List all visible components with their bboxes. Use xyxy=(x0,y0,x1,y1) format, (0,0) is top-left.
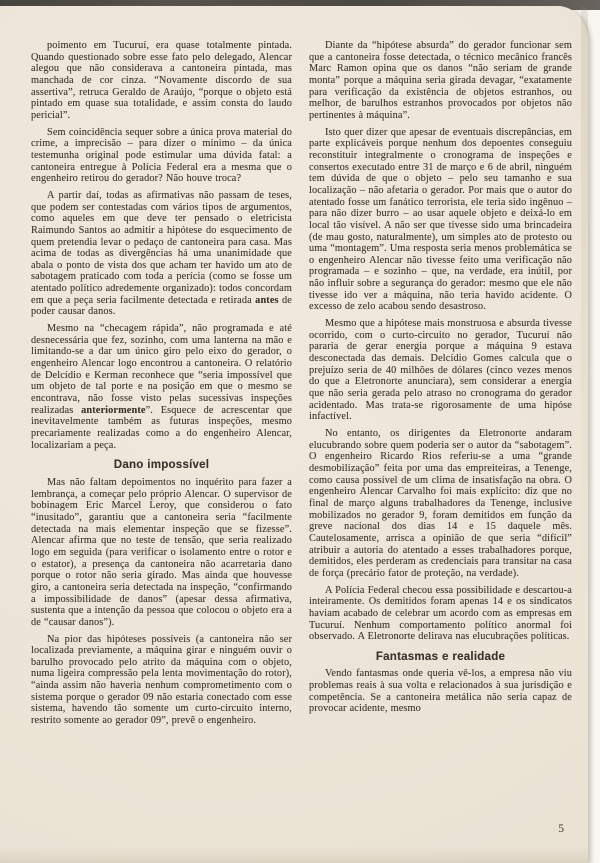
page-number: 5 xyxy=(558,823,564,835)
section-heading-dano-impossivel: Dano impossível xyxy=(113,458,210,472)
emphasized-word: anteriormente xyxy=(81,404,146,416)
paragraph: Isto quer dizer que apesar de eventuais discrepâncias, em parte explicáveis porque nenhum dos depoentes conseguiu reconstituir integralmente o cronograma de inspeções e consertos executado entre 31 de março e 6 de abril, ninguém tem dúvida de que o objeto – pelo seu tamanho e sua localização – não afetaria o gerador. Por mais que o autor do atentado fosse um fanático terrorista, ele teria sido ingênuo – para não dizer burro – ao usar aquele objeto e deixá-lo em local tão visível. A não ser que tivesse sido uma brincadeira (de mau gosto, naturalmente), um simples ato de protesto ou uma “montagem”. Uma resposta seria menos problemática se o engenheiro Alencar não tivesse feito uma verificação não programada – e sozinho – que, na verdade, era inútil, por não influir sobre a segurança do gerador: mesmo que ele não tivesse ido ver a máquina, não teria havido acidente. O excesso de zelo acabou sendo desastroso. xyxy=(309,126,572,313)
paragraph xyxy=(31,190,292,318)
paragraph: Sem coincidência sequer sobre a única prova material do crime, a imprecisão – para dizer o mínimo – da única testemunha original pode estimular uma dúvida fatal: a cantoneira entregue à Polícia Federal era a mesma que o engenheiro retirou do gerador? Não houve troca? xyxy=(31,126,292,185)
paragraph: Mesmo que a hipótese mais monstruosa e absurda tivesse ocorrido, com o curto-circuito no gerador, Tucuruí não pararia de gerar energia porque a máquina 9 estava desconectada das demais. Delcídio Gomes calcula que o prejuízo seria de 40 milhões de dólares (cinco vezes menos do que a Eletronorte anunciara), sem considerar a energia que não seria gerada pelo atraso no cronograma do gerador acidentado. Mas trata-se rigorosamente de uma hipóse infactível. xyxy=(309,318,572,423)
paragraph xyxy=(31,323,292,451)
paragraph: A Polícia Federal checou essa possibilidade e descartou-a inteiramente. Os demitidos foram apenas 14 e os sindicatos haviam acabado de celebrar um acordo com as empresas em Tucuruí. Nenhum comportamento político anormal foi observado. A Eletronorte delirava nas elucubrações políticas. xyxy=(309,584,572,643)
paragraph-text: Mesmo na “checagem rápida”, não programada e até desnecessária que fez, sozinho, com uma lanterna na mão e limitando-se a dar um único giro pelo eixo do gerador, o engenheiro Alencar logo encontrou a cantoneira. O relatório de Delcídio e Kerman reconhece que “seria impossível que um objeto de tal porte e na posição em que o mesmo se encontrava, não fosse visto pelas sucessivas inspeções realizadas xyxy=(31,323,292,416)
emphasized-word: antes xyxy=(255,294,279,306)
column-right xyxy=(309,40,572,720)
paragraph-text: A partir daí, todas as afirmativas não passam de teses, que podem ser contestadas com vários tipos de argumentos, como aqueles em que deve ter pensado o eletricista Raimundo Santos ao admitir a hipótese do esquecimento de quem pretendia levar o pedaço de cantoneira para casa. Mas acima de todas as divergências há uma unanimidade que abala o ponto de vista dos que acham ter havido um ato de sabotagem praticado com toda a perícia (como se fosse um atentado político adredemente organizado): todos concordam em que a peça seria facilmente detectada e retirada xyxy=(31,189,292,306)
paragraph: No entanto, os dirigentes da Eletronorte andaram elucubrando sobre quem poderia ser o autor da “sabotagem”. O engenheiro Ricardo Rios referiu-se a uma “grande desmobilização” feita por uma das empreiteiras, a Tenenge, como causa possível de um clima de insatisfação na obra. O engenheiro Alencar Carvalho foi mais explícito: diz que no final de março alguns trabalhadores da Tenenge, inclusive mobilizados no gerador 9, foram demitidos em função da greve nacional dos dias 14 e 15 daquele mês. Cautelosamente, arrisca a opinião de que seria “difícil” atribuir a autoria do atentado a esses trabalhadores porque, demitidos, eles perderam as credenciais para transitar na casa de força (precário fator de proteção, na verdade). xyxy=(309,428,572,579)
paragraph: Na pior das hipóteses possíveis (a cantoneira não ser localizada previamente, a máquina girar e ninguém ouvir o barulho provocado pelo atrito da máquina com o objeto, numa ligeira compressão pela lenta movimentação do rotor), “ainda assim não haveria nenhum comprometimento com o sistema porque o gerador 09 não estaria conectado com esse sistema, havendo tão somente um curto-circuito interno, restrito somente ao gerador 09”, prevê o engenheiro. xyxy=(31,633,292,727)
paragraph-text: ”. Esquece de acrescentar que inevitavelmente também as futuras inspeções, mesmo precariamente realizadas como a do engenheiro Alencar, localizariam a peça. xyxy=(31,404,292,451)
paragraph-text: de poder causar danos. xyxy=(31,294,292,318)
paragraph: Vendo fantasmas onde queria vê-los, a empresa não viu problemas reais à sua volta e relacionados à sua jurisdição e competência. Se a cantoneira metálica não seria capaz de provocar acidente, mesmo xyxy=(309,668,572,715)
section-heading-fantasmas-e-realidade: Fantasmas e realidade xyxy=(375,649,506,663)
paragraph: Diante da “hipótese absurda” do gerador funcionar sem que a cantoneira fosse detectada, o técnico mecânico francês Marc Ramon opina que os danos “não seriam de grande monta” porque a máquina seria girada devagar, “exatamente para verificação da existência de objetos estranhos, ou melhor, de barulhos estranhos provocados por objetos não pertinentes à máquina”. xyxy=(309,40,572,121)
column-left xyxy=(31,40,292,732)
paragraph: poimento em Tucuruí, era quase totalmente pintada. Quando questionado sobre esse fato pelo delegado, Alencar alegou que não considerava a cantoneira pintada, mas manchada de cor cinza. “Novamente discordo de sua assertiva”, retruca Geraldo de Araújo, “porque o objeto está pintado em quase sua totalidade, e assim consta do laudo pericial”. xyxy=(31,40,292,121)
paragraph: Mas não faltam depoimentos no inquérito para fazer a lembrança, a começar pelo próprio Alencar. O supervisor de bobinagem Eric Marcel Leroy, que considerou o fato “inusitado”, garantiu que a cantoneira seria “facilmente detectada na mais elementar inspeção que se fizesse”. Alencar afirma que no teste de tensão, que seria realizado logo em seguida (para verificar o isolamento entre o rotor e o estator), a presença da cantoneira não acarretaria dano porque o rotor não seria girado. Mas ainda que houvesse giro, a cantoneira seria detectada na inspeção, “confirmando a impossibilidade de danos” (apesar dessa afirmativa, sustenta que a intenção da pessoa que colocou o objeto era a de “causar danos”). xyxy=(31,476,292,628)
